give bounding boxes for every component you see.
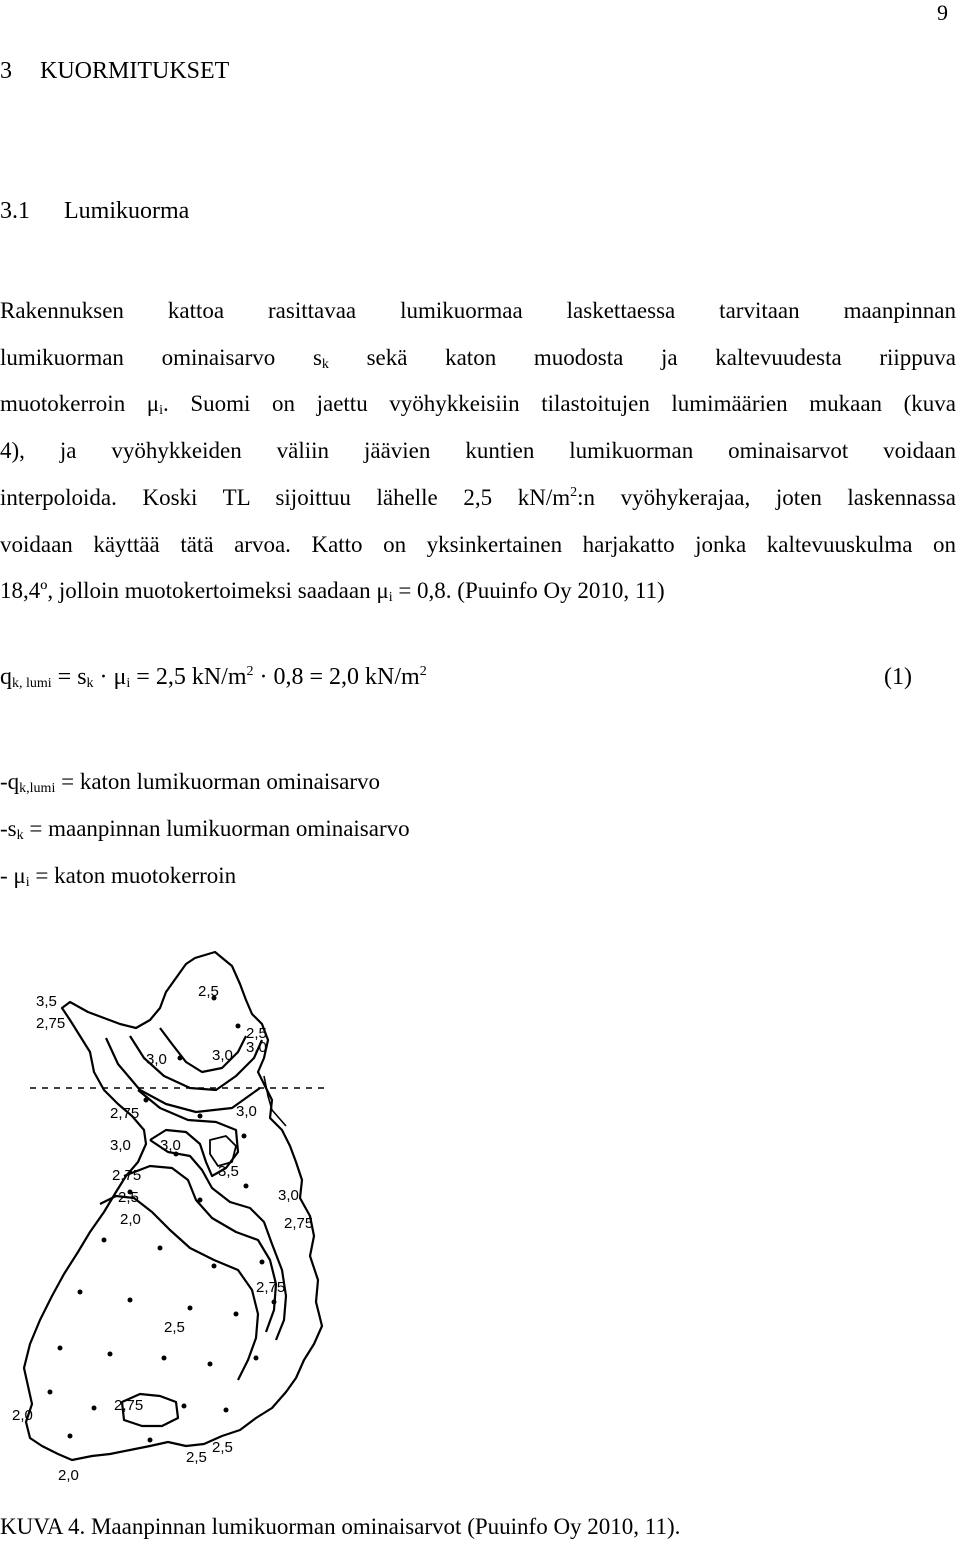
page-number: 9 <box>937 0 948 25</box>
map-contour-label: 2,75 <box>110 1105 140 1122</box>
paragraph-line: 18,4º, jolloin muotokertoimeksi saadaan $\mu_i = 0,8$. (Puuinfo Oy 2010, 11) <box>0 578 665 606</box>
paragraph-line: muotokerroin $\mu_i$. Suomi on jaettu vyöhykkeisiin tilastoitujen lumimäärien mukaan (kuva <box>0 391 956 419</box>
equation-number: (1) <box>884 664 912 690</box>
section-number: 3.1 <box>0 198 30 224</box>
section-title: Lumikuorma <box>64 198 190 224</box>
definition-list <box>0 758 410 899</box>
map-contour-label: 2,75 <box>256 1279 286 1296</box>
map-contour-label: 2,75 <box>284 1215 314 1232</box>
map-contour-label: 3,0 <box>278 1187 299 1204</box>
chapter-number: 3 <box>0 58 12 84</box>
map-contour-label: 2,75 <box>112 1167 142 1184</box>
map-contour-label: 2,75 <box>36 1015 66 1032</box>
map-contour-label: 2,0 <box>12 1407 33 1424</box>
map-contour-label: 3,5 <box>218 1163 239 1180</box>
paragraph-line: Rakennuksen kattoa rasittavaa lumikuormaa laskettaessa tarvitaan maanpinnan <box>0 298 956 323</box>
chapter-title: KUORMITUKSET <box>40 58 230 84</box>
map-contour-label: 3,0 <box>246 1039 267 1056</box>
paragraph-line: lumikuorman ominaisarvo $s_k$ sekä katon muodosta ja kaltevuudesta riippuva <box>0 344 956 372</box>
map-contour-label: 2,5 <box>246 1025 267 1042</box>
map-contour-label: 3,0 <box>146 1051 167 1068</box>
body-paragraph <box>0 288 956 615</box>
map-contour-label: 3,0 <box>110 1137 131 1154</box>
map-contour-label: 2,5 <box>118 1189 139 1206</box>
map-contour-label: 2,0 <box>120 1211 141 1228</box>
paragraph-line: 4), ja vyöhykkeiden väliin jäävien kuntien lumikuorman ominaisarvot voidaan <box>0 438 956 464</box>
map-contour-label: 2,75 <box>114 1397 144 1414</box>
map-contour-label: 3,0 <box>212 1047 233 1064</box>
chapter-heading <box>0 58 229 85</box>
paragraph-line: interpoloida. Koski TL sijoittuu lähelle 2,5 $kN/m^2:n$ vyöhykerajaa, joten laskennassa <box>0 484 956 510</box>
section-heading <box>0 198 189 225</box>
country-outline <box>24 952 322 1460</box>
figure-caption: KUVA 4. Maanpinnan lumikuorman ominaisarvot (Puuinfo Oy 2010, 11). <box>0 1514 681 1539</box>
equation: $q_{k, lumi} = s_k \cdot \mu_i = 2,5$ $kN/m^2 \cdot 0,8 = 2,0$ $kN/m^2$ (1) <box>0 664 912 691</box>
paragraph-line: voidaan käyttää tätä arvoa. Katto on yksinkertainen harjakatto jonka kaltevuuskulma on <box>0 531 956 557</box>
map-contour-label: 2,5 <box>186 1449 207 1466</box>
map-contour-label: 2,5 <box>198 983 219 1000</box>
map-contour-label: 2,0 <box>58 1467 79 1484</box>
snow-load-map <box>0 940 340 1500</box>
map-contour-label: 3,0 <box>236 1103 257 1120</box>
definition-item: $-s_k$ = maanpinnan lumikuorman ominaisarvo <box>0 816 410 843</box>
map-contour-label: 2,5 <box>164 1319 185 1336</box>
definition-item: $-q_{k,lumi}$ = katon lumikuorman ominaisarvo <box>0 769 381 796</box>
map-contour-label: 3,5 <box>36 993 57 1010</box>
map-contour-label: 3,0 <box>160 1137 181 1154</box>
definition-item: - $\mu_i$ = katon muotokerroin <box>0 863 237 890</box>
map-contour-label: 2,5 <box>212 1439 233 1456</box>
